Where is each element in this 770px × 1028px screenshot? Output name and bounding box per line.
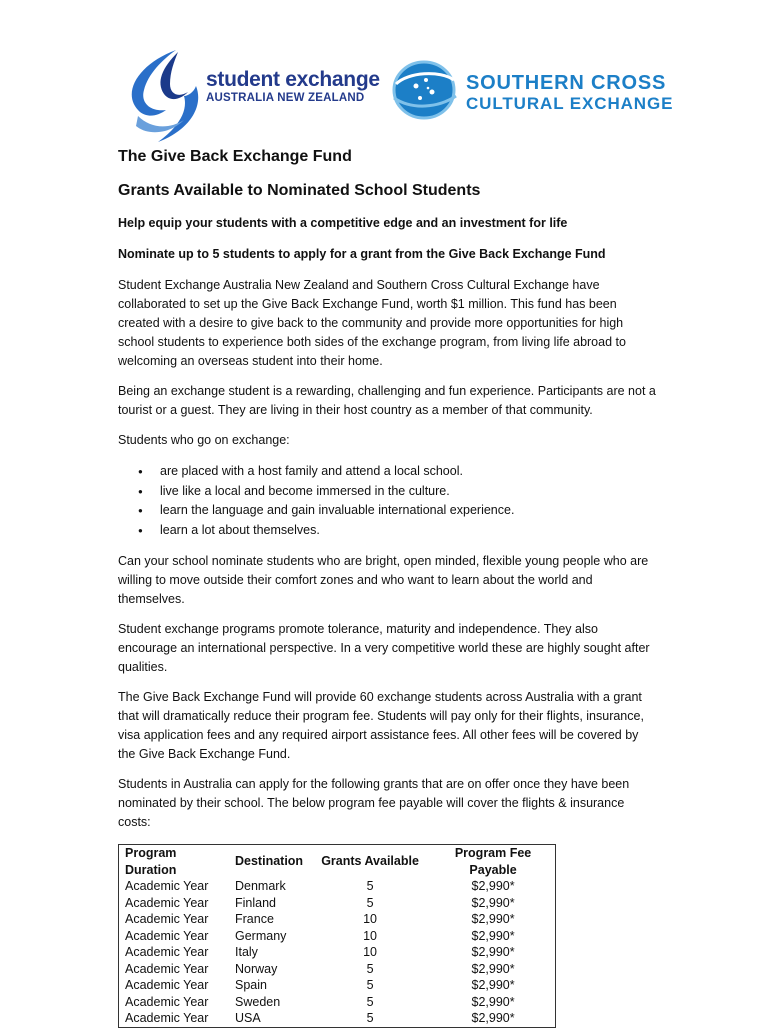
table-row bbox=[119, 977, 556, 994]
cell-fee: $2,990* bbox=[471, 945, 515, 959]
grants-table bbox=[118, 844, 556, 1028]
cell-duration: Academic Year bbox=[125, 961, 209, 976]
southern-cross-logo bbox=[388, 58, 674, 122]
cell-destination: Italy bbox=[235, 945, 258, 959]
intro-paragraph: Student Exchange Australia New Zealand and Southern Cross Cultural Exchange have collaborated to set up the Give Back Exchange Fund, worth $1 million. This fund has been created with a desire to give back to the community and provide more opportunities for high school students to experience both sides of the exchange program, from living life abroad to welcoming an overseas student into their home. bbox=[118, 278, 626, 368]
fund-paragraph: The Give Back Exchange Fund will provide 60 exchange students across Australia with a grant that will dramatically reduce their program fee. Students will pay only for their flights, insurance, visa application fees and any required airport assistance fees. All other fees will be covered by the Give Back Exchange Fund. bbox=[118, 690, 644, 761]
cell-duration: Academic Year bbox=[125, 912, 209, 926]
swirl-logo-icon bbox=[118, 46, 208, 146]
table-header-row bbox=[119, 845, 556, 879]
header-destination: Destination bbox=[235, 854, 304, 869]
cell-fee: $2,990* bbox=[471, 895, 515, 910]
cell-destination: USA bbox=[235, 1011, 261, 1025]
cell-destination: Finland bbox=[235, 895, 276, 910]
list-item: ● learn a lot about themselves. bbox=[148, 521, 658, 541]
cell-grants: 5 bbox=[366, 994, 374, 1009]
cell-grants: 5 bbox=[366, 978, 374, 992]
table-row bbox=[119, 961, 556, 978]
cell-grants: 10 bbox=[363, 912, 378, 926]
cell-destination: Norway bbox=[235, 961, 278, 976]
apply-paragraph: Students in Australia can apply for the following grants that are on offer once they have been nominated by their school. The below program fee payable will cover the flights & insurance costs: bbox=[118, 777, 630, 829]
cell-grants: 5 bbox=[366, 1011, 374, 1025]
cell-fee: $2,990* bbox=[471, 978, 515, 992]
cell-grants: 10 bbox=[363, 945, 378, 959]
experience-paragraph: Being an exchange student is a rewarding, challenging and fun experience. Participants are not a tourist or a guest. They are living in their host country as a member of that community. bbox=[118, 384, 656, 417]
cell-duration: Academic Year bbox=[125, 895, 209, 910]
table-row bbox=[119, 878, 556, 895]
list-item: ● learn the language and gain invaluable international experience. bbox=[148, 501, 658, 521]
table-row bbox=[119, 911, 556, 928]
cell-grants: 5 bbox=[366, 895, 374, 910]
cell-duration: Academic Year bbox=[125, 1011, 209, 1025]
benefits-list bbox=[118, 462, 658, 540]
students-intro: Students who go on exchange: bbox=[118, 433, 290, 447]
cell-destination: Denmark bbox=[235, 879, 286, 893]
header-program-duration: Program Duration bbox=[125, 846, 177, 877]
sea-logo-text: student exchange bbox=[206, 68, 380, 91]
sc-logo-text: SOUTHERN CROSS bbox=[466, 72, 667, 94]
table-row bbox=[119, 944, 556, 961]
document-body bbox=[118, 146, 658, 1028]
cell-fee: $2,990* bbox=[471, 912, 515, 926]
globe-logo-icon bbox=[388, 58, 460, 122]
list-item: ● live like a local and become immersed in the culture. bbox=[148, 482, 658, 502]
header-program-fee: Program Fee Payable bbox=[454, 846, 532, 877]
cell-duration: Academic Year bbox=[125, 994, 209, 1009]
table-row bbox=[119, 1010, 556, 1027]
cell-fee: $2,990* bbox=[471, 961, 515, 976]
cell-duration: Academic Year bbox=[125, 945, 209, 959]
cell-fee: $2,990* bbox=[471, 928, 515, 943]
cell-destination: Spain bbox=[235, 978, 267, 992]
help-line: Help equip your students with a competitive edge and an investment for life bbox=[118, 216, 568, 230]
cell-duration: Academic Year bbox=[125, 879, 209, 893]
cell-duration: Academic Year bbox=[125, 928, 209, 943]
cell-fee: $2,990* bbox=[471, 879, 515, 893]
cell-destination: France bbox=[235, 912, 274, 926]
document-subtitle: Grants Available to Nominated School Students bbox=[118, 182, 481, 199]
programs-paragraph: Student exchange programs promote tolerance, maturity and independence. They also encourage an international perspective. In a very competitive world these are highly sought after qualities. bbox=[118, 622, 650, 674]
nominate-paragraph: Can your school nominate students who are bright, open minded, flexible young people who are willing to move outside their comfort zones and who want to learn about the world and themselves. bbox=[118, 554, 649, 606]
cell-duration: Academic Year bbox=[125, 978, 209, 992]
cell-destination: Sweden bbox=[235, 994, 281, 1009]
cell-grants: 5 bbox=[366, 879, 374, 893]
student-exchange-logo bbox=[118, 46, 380, 146]
cell-fee: $2,990* bbox=[471, 994, 515, 1009]
header-grants-available: Grants Available bbox=[321, 854, 419, 869]
cell-fee: $2,990* bbox=[471, 1011, 515, 1025]
list-item: ● are placed with a host family and attend a local school. bbox=[148, 462, 658, 482]
table-row bbox=[119, 994, 556, 1011]
cell-grants: 5 bbox=[366, 961, 374, 976]
document-title: The Give Back Exchange Fund bbox=[118, 148, 352, 165]
cell-grants: 10 bbox=[363, 928, 378, 943]
cell-destination: Germany bbox=[235, 928, 287, 943]
sea-logo-subtext: AUSTRALIA NEW ZEALAND bbox=[206, 92, 365, 104]
table-row bbox=[119, 895, 556, 912]
nominate-line: Nominate up to 5 students to apply for a grant from the Give Back Exchange Fund bbox=[118, 247, 606, 261]
sc-logo-subtext: CULTURAL EXCHANGE bbox=[466, 94, 674, 113]
table-row bbox=[119, 928, 556, 945]
